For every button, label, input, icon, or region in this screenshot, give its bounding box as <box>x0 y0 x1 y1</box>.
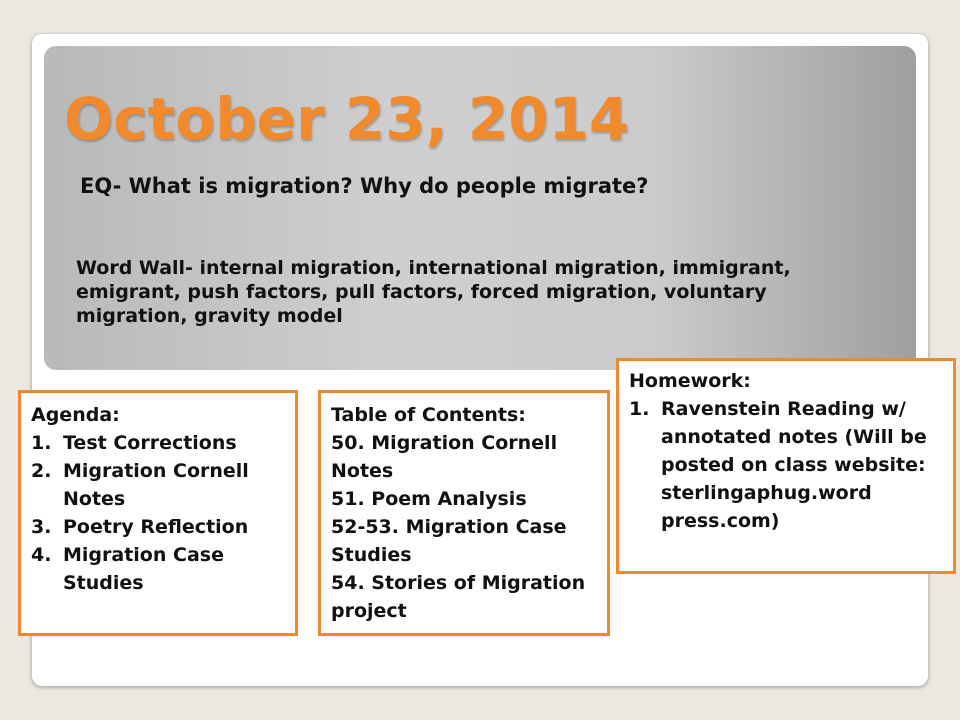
essential-question: EQ- What is migration? Why do people migrate? <box>80 174 649 198</box>
list-number: 1. <box>31 432 52 454</box>
list-item <box>31 541 285 597</box>
list-item <box>629 395 943 535</box>
list-number: 2. <box>31 460 52 482</box>
list-item <box>31 457 285 513</box>
toc-entry: 52-53. Migration Case Studies <box>331 516 567 566</box>
toc-entry: 54. Stories of Migration project <box>331 572 586 622</box>
list-item <box>31 513 285 541</box>
toc-heading: Table of Contents: <box>331 404 526 426</box>
homework-box <box>616 358 956 574</box>
list-item <box>31 429 285 457</box>
list-text: Migration Cornell Notes <box>63 460 249 510</box>
homework-list <box>629 395 943 535</box>
agenda-list <box>31 429 285 597</box>
agenda-box <box>18 390 298 636</box>
list-text: Migration Case Studies <box>63 544 224 594</box>
list-number: 4. <box>31 544 52 566</box>
toc-entry: 50. Migration Cornell Notes <box>331 432 558 482</box>
list-text: Poetry Reflection <box>63 516 249 538</box>
table-of-contents-box <box>318 390 610 636</box>
list-number: 1. <box>629 398 650 420</box>
agenda-heading: Agenda: <box>31 404 120 426</box>
toc-entry: 51. Poem Analysis <box>331 488 527 510</box>
list-text: Ravenstein Reading w/ annotated notes (Will be posted on class website: sterlingaphug.word press.com) <box>661 398 927 532</box>
homework-heading: Homework: <box>629 370 751 392</box>
slide-title: October 23, 2014 <box>64 85 630 153</box>
list-text: Test Corrections <box>63 432 237 454</box>
word-wall: Word Wall- internal migration, international migration, immigrant, emigrant, push factors, pull factors, forced migration, voluntary migration, gravity model <box>76 257 791 327</box>
list-number: 3. <box>31 516 52 538</box>
